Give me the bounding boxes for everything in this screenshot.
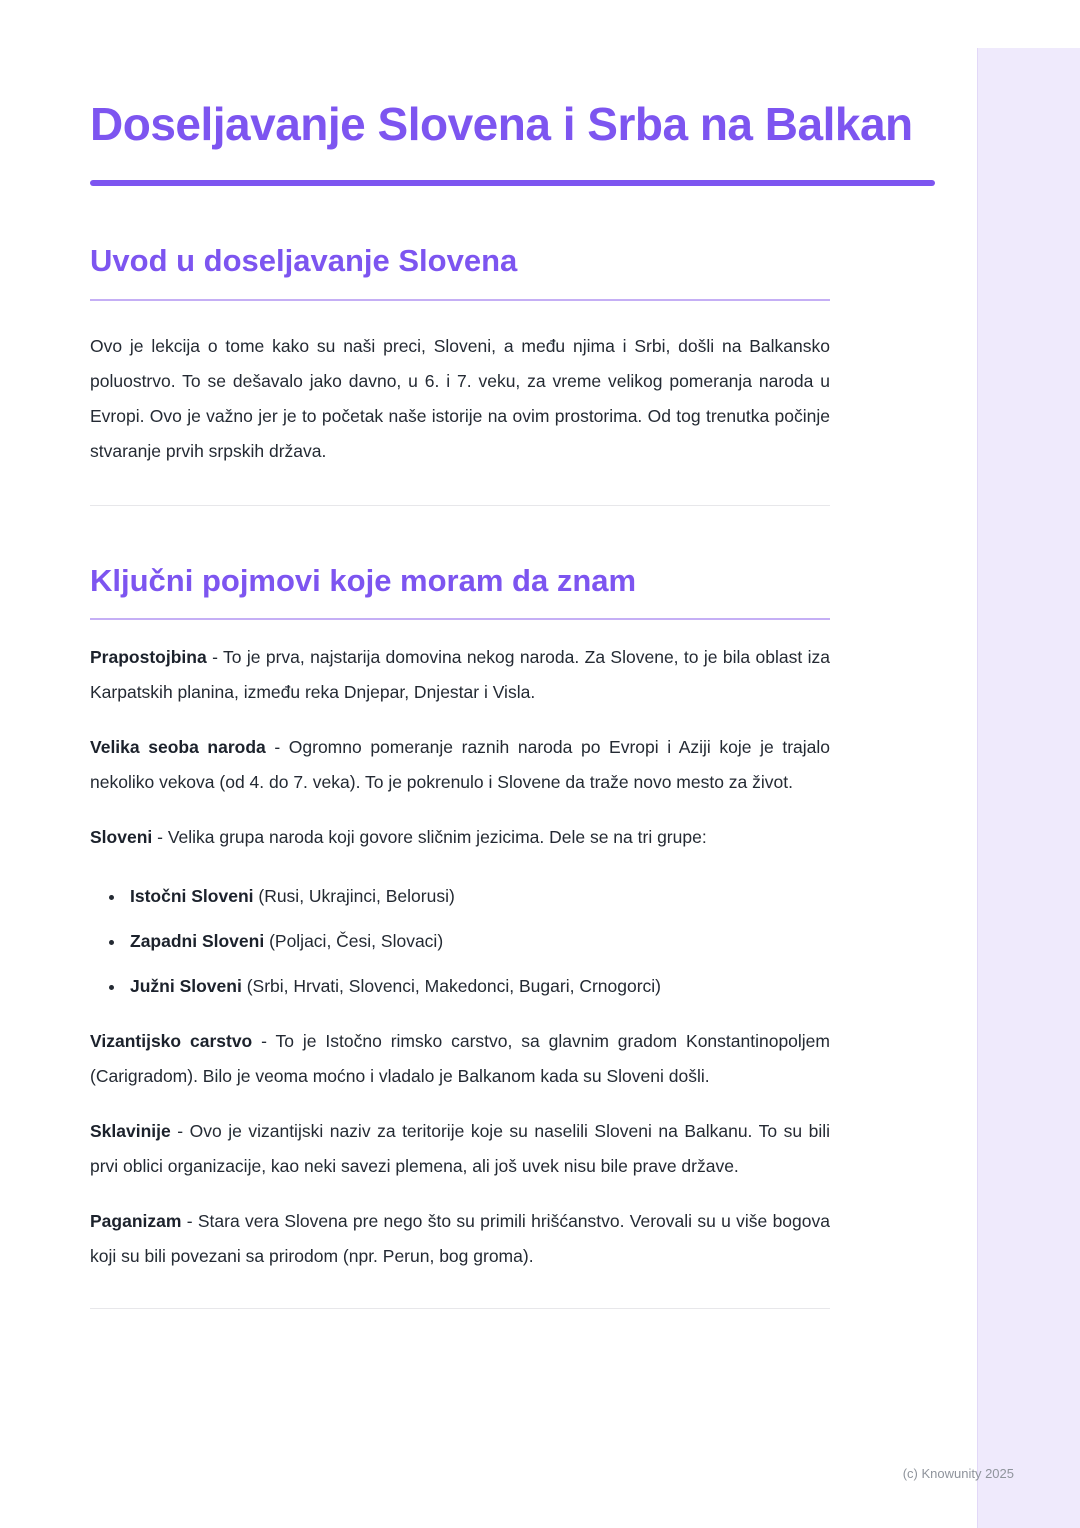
section-divider bbox=[90, 505, 830, 506]
term-definition: - To je Istočno rimsko carstvo, sa glavnim gradom Konstantinopoljem (Carigradom). Bilo je veoma moćno i vladalo je Balkanom kada su Sloveni došli. bbox=[90, 1031, 830, 1087]
footer-divider bbox=[90, 1308, 830, 1309]
term-paragraph-paganizam bbox=[90, 1204, 830, 1274]
heading-underline bbox=[90, 618, 830, 620]
term-definition: - To je prva, najstarija domovina nekog naroda. Za Slovene, to je bila oblast iza Karpatskih planina, između reka Dnjepar, Dnjestar i Visla. bbox=[90, 647, 830, 703]
heading-underline bbox=[90, 299, 830, 301]
term-name: Paganizam bbox=[90, 1211, 182, 1232]
term-definition: - Ogromno pomeranje raznih naroda po Evropi i Aziji koje je trajalo nekoliko vekova (od 4. do 7. veka). To je pokrenulo i Slovene da traže novo mesto za život. bbox=[90, 737, 830, 793]
list-item-text: (Srbi, Hrvati, Slovenci, Makedonci, Bugari, Crnogorci) bbox=[241, 976, 662, 997]
term-name: Sloveni bbox=[90, 827, 153, 848]
term-paragraph-velika-seoba bbox=[90, 730, 830, 800]
section-key-terms bbox=[90, 562, 935, 1310]
title-divider bbox=[90, 180, 935, 186]
term-paragraph-prapostojbina bbox=[90, 640, 830, 710]
term-paragraph-sklavinije bbox=[90, 1114, 830, 1184]
term-definition: - Stara vera Slovena pre nego što su primili hrišćanstvo. Verovali su u više bogova koji su bili povezani sa prirodom (npr. Perun, bog groma). bbox=[90, 1211, 830, 1267]
page-edge-strip bbox=[977, 48, 1080, 1528]
term-paragraph-vizantijsko-carstvo bbox=[90, 1024, 830, 1094]
section-intro-heading: Uvod u doseljavanje Slovena bbox=[90, 242, 518, 278]
term-name: Sklavinije bbox=[90, 1121, 171, 1142]
list-item-term: Južni Sloveni bbox=[130, 976, 242, 997]
slavic-groups-list bbox=[90, 879, 830, 1004]
term-definition: - Velika grupa naroda koji govore sličnim jezicima. Dele se na tri grupe: bbox=[157, 827, 707, 848]
intro-paragraph: Ovo je lekcija o tome kako su naši preci, Sloveni, a među njima i Srbi, došli na Balkansko poluostrvo. To se dešavalo jako davno, u 6. i 7. veku, za vreme velikog pomeranja naroda u Evropi. Ovo je važno jer je to početak naše istorije na ovim prostorima. Od tog trenutka počinje stvaranje prvih srpskih država. bbox=[90, 335, 830, 461]
footer-credit: (c) Knowunity 2025 bbox=[902, 1466, 1014, 1481]
document-content bbox=[90, 0, 935, 1309]
list-item-text: (Poljaci, Česi, Slovaci) bbox=[264, 931, 444, 952]
term-name: Vizantijsko carstvo bbox=[90, 1031, 253, 1052]
term-name: Velika seoba naroda bbox=[90, 737, 266, 758]
section-intro bbox=[90, 242, 935, 469]
term-definition: - Ovo je vizantijski naziv za teritorije koje su naselili Sloveni na Balkanu. To su bili prvi oblici organizacije, kao neki savezi plemena, ali još uvek nisu bile prave države. bbox=[90, 1121, 830, 1177]
list-item-term: Istočni Sloveni bbox=[130, 886, 254, 907]
list-item-juzni-sloveni bbox=[126, 969, 830, 1004]
term-name: Prapostojbina bbox=[90, 647, 207, 668]
section-key-terms-heading: Ključni pojmovi koje moram da znam bbox=[90, 562, 637, 598]
list-item-text: (Rusi, Ukrajinci, Belorusi) bbox=[253, 886, 455, 907]
page-title: Doseljavanje Slovena i Srba na Balkan bbox=[90, 98, 913, 150]
list-item-term: Zapadni Sloveni bbox=[130, 931, 265, 952]
list-item-istocni-sloveni bbox=[126, 879, 830, 914]
list-item-zapadni-sloveni bbox=[126, 924, 830, 959]
term-paragraph-sloveni bbox=[90, 820, 830, 855]
